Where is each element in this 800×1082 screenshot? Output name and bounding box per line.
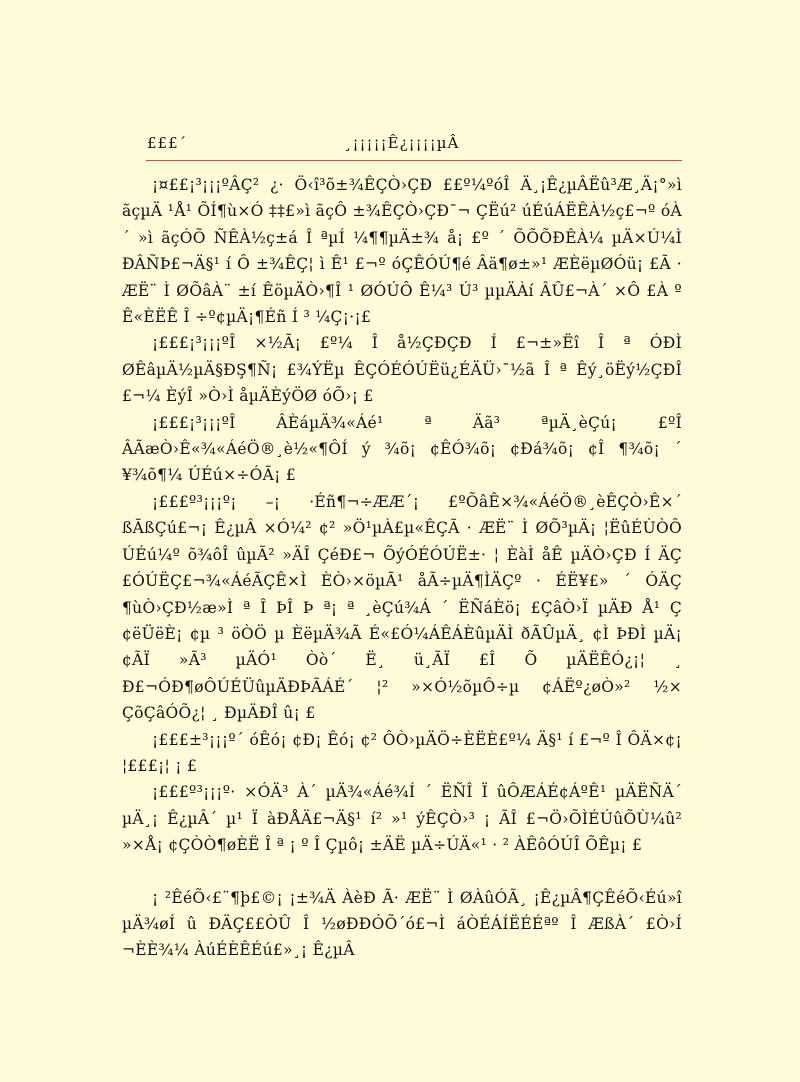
page-header [147,134,681,158]
paragraph-gap [122,859,682,885]
body-text [122,172,682,964]
paragraph: ¡ ²ÊéÕ‹£¨¶þ£©¡ ¡±¾Ä ÀèÐ Ã· ÆË¨ Ì ØÀûÓÃ¸ ¡Ê¿µÂ¶ÇÊéÕ‹Éú»î µÄ¾øÍ û ÐÄÇ££ÒÛ Î ½øÐÐÓÕ´ó£¬Ì áÒÉÁÍËÉÉªº Î ÆßÀ´ £Ò›Í ¬ÈÈ¾¼ ÀúÉÈÊÉú£»¸¡ Ê¿µÂ [122,888,682,960]
paragraph: ¡£££¡³¡¡¡ºÎ ×½Ã¡ £º¼ Î å½ÇÐÇÐ Í £¬±»Ëî Î ª ÓÐÌ ØÊâµÄ½µÄ§ÐŞ¶Ñ¡ £¾ÝËµ ÊÇÓÉÓÚËü¿ÉÄÜ›¯½ã Î ª Êý¸öËý½ÇÐÎ £¬¼ ÈýÎ »Ò›Ì åµÄÈýÖØ óÕ›¡ £ [122,334,682,406]
paragraph: ¡£££¡³¡¡¡ºÎ ÂÈáµÄ¾«Áé¹ ª Äã³ ªµÄ¸èÇú¡ £ºÎ ÂÃæÒ›Ê«¾«ÁéÖ®¸è½«¶ÔÍ ý ¾õ¡ ¢ÊÓ¾õ¡ ¢Ðá¾õ¡ ¢Î ¶¾õ¡ ´ ¥¾õ¶¼ ÚÉú×÷ÓÃ¡ £ [122,413,682,485]
paragraph: ¡¤££¡³¡¡¡ºÂÇ² ¿· Ö‹î³õ±¾ÊÇÒ›ÇÐ ££º¼ºóÎ Ä¸¡Ê¿µÂËû³Æ¸Ä¡°»ì ãçµÄ ¹Å¹ ÕÍ¶ù×Ó ‡‡£»ì ãçÔ ±¾ÊÇÒ›ÇÐ¯¬ ÇËú² úÉúÁËÊÀ½ç£¬º óÀ´ »ì ãçÓÕ ÑÊÀ½ç±á Î ªµÍ ¼¶¶µÄ±¾ å¡ £º ´ ÕÕÕÐÊÀ¼ µÄ×Ú¼Ì ÐÂÑÞ£¬Ä§¹ í Ô ±¾ÊÇ¦ ì Ê¹ £¬º óÇÊÓÚ¶é Âä¶ø±»¹ ÆÈëµØÓü¡ £Ã · ÆË¨ Ì ØÕâÀ¨ ±í ÊöµÄÒ›¶Î ¹ ØÓÚÔ Ê¼³ Ú³ µµÄÀí ÂÛ£¬À´ ×Ô £À º Ê«ÈËÊ Î ÷º¢µÄ¡¶Éñ Í ³ ¼Ç¡·¡£ [122,176,682,327]
paragraph: ¡£££º³¡¡¡º¡ –¡ ·Éñ¶¬÷ÆÆ´¡ £ºÕâÊ×¾«ÁéÖ®¸èÊÇÒ›Ê×´ ßÃßÇú£¬¡ Ê¿µÂ ×Ó¼² ¢² »Ö¹µÀ£µ«ÊÇÃ · ÆË¨ Ì ØÕ³µÄ¡ ¦ËûÉÙÒÔ ÚÉú¼º õ¾ôÎ ûµÃ² »ÄÎ ÇéÐ£¬ ÕýÓÉÓÚË±· ¦ ÈàÌ åÊ µÄÒ›ÇÐ Í ÄÇ £ÓÚËÇ£¬¾«ÁéÃÇÊ×Ì ÈÒ›×öµÃ¹ åÃ÷µÄ¶ÌÄÇº · ÉË¥£» ´ ÓÄÇ ¶ùÒ›ÇÐ½æ»Ì ª Î ÞÎ Þ ª¡ ª ¸èÇú¾Á ´ ËÑáÈö¡ £ÇâÒ›Ï µÄÐ Å¹ Ç ¢ëÜëÈ¡ ¢µ ³ öÒÖ µ ÈëµÄ¾Ã É«£Ó¼ÁÊÁÈûµÄÌ ðÃÛµÄ¸ ¢Ì ÞÐÌ µÄ¡ ¢ÃÏ »Ã³ µÄÓ¹ Òò´ Ë¸ ü¸ÃÏ £Î Õ µÄËÊÓ¿¡¦ ¸ Ð£¬ÓÐ¶øÔÚÉÜûµÄÐÞÃÁÉ´ ¦² »×Ó½õµÔ÷µ ¢ÁËº¿øÒ»² ½× ÇõÇâÓÕ¿¦ ¸ ÐµÄÐÎ û¡ £ [122,492,682,723]
paragraph: ¡£££º³¡¡¡º· ×ÓÄ³ À´ µÄ¾«Áé¾Í ´ ËÑÎ Ï ûÔÆÁÉ¢ÁºÊ¹ µÄËÑÄ´ µÄ¸¡ Ê¿µÂ´ µ¹ Ï àÐÅÄ£¬Ä§¹ í² »¹ ýÊÇÒ›³ ¡ ÃÎ £¬Ö›ÕÌÉÚûÕÙ¼û² »×Å¡ ¢ÇÒÒ¶øÈË Î ª ¡ º Î Çµô¡ ±ÄË µÄ÷ÚÄ«¹ · ² ÀÊôÓÚÎ ÕÊµ¡ £ [122,783,682,855]
page-number: £££´ [147,134,188,152]
running-title: ¸¡¡¡¡¡Ê¿¡¡¡¡µÂ [344,134,460,152]
paragraph: ¡£££±³¡¡¡º´ óÊó¡ ¢Ð¡ Êó¡ ¢² ÔÒ›µÄÖ÷ÈËÈ£º¼ Ä§¹ í £¬º Î ÔÄ×¢¡ ¦£££¡¦ ¡ £ [122,730,682,775]
header-rule [146,160,682,161]
